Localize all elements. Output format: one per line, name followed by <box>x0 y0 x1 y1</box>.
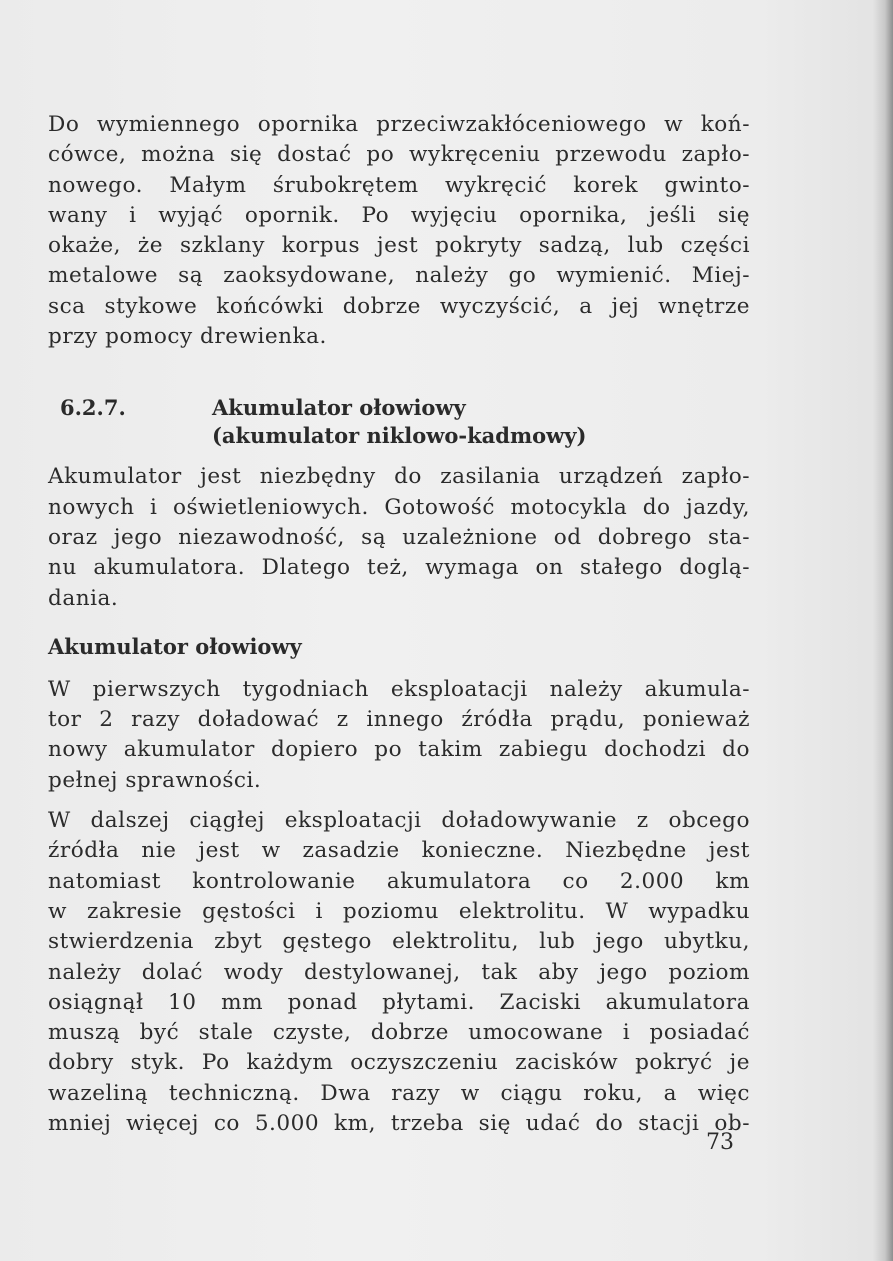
paragraph-maintenance <box>48 806 750 1139</box>
text-line: nu akumulatora. Dlatego też, wymaga on stałego doglą- <box>48 555 750 581</box>
text-line: sca stykowe końcówki dobrze wyczyścić, a jej wnętrze <box>48 293 750 319</box>
text-line: należy dolać wody destylowanej, tak aby jego poziom <box>48 959 750 985</box>
paragraph-akumulator-intro <box>48 462 750 613</box>
text-line: oraz jego niezawodność, są uzależnione od dobrego sta- <box>48 524 750 550</box>
paragraph-opornik <box>48 110 750 352</box>
text-line: natomiast kontrolowanie akumulatora co 2.000 km <box>48 868 750 894</box>
text-line: wany i wyjąć opornik. Po wyjęciu opornika, jeśli się <box>48 202 750 228</box>
text-line: nowy akumulator dopiero po takim zabiegu dochodzi do <box>48 737 750 763</box>
section-titles <box>212 394 586 450</box>
text-line: wazeliną techniczną. Dwa razy w ciągu roku, a więc <box>48 1080 750 1106</box>
text-line: osiągnął 10 mm ponad płytami. Zaciski akumulatora <box>48 989 750 1015</box>
text-line: mniej więcej co 5.000 km, trzeba się udać do stacji ob- <box>48 1111 750 1137</box>
text-line: dania. <box>48 585 119 611</box>
paragraph-first-weeks <box>48 675 750 796</box>
text-line: tor 2 razy doładować z innego źródła prądu, ponieważ <box>48 707 750 733</box>
text-line: Akumulator jest niezbędny do zasilania urządzeń zapło- <box>48 464 750 490</box>
text-line: dobry styk. Po każdym oczyszczeniu zacisków pokryć je <box>48 1050 750 1076</box>
subheading: Akumulator ołowiowy <box>48 633 302 659</box>
page-number: 73 <box>706 1130 734 1155</box>
text-line: muszą być stale czyste, dobrze umocowane i posiadać <box>48 1020 750 1046</box>
text-line: metalowe są zaoksydowane, należy go wymienić. Miej- <box>48 263 750 289</box>
text-line: W pierwszych tygodniach eksploatacji należy akumula- <box>48 676 750 702</box>
text-line: w zakresie gęstości i poziomu elektrolitu. W wypadku <box>48 898 750 924</box>
text-line: pełnej sprawności. <box>48 767 262 793</box>
text-line: źródła nie jest w zasadzie konieczne. Niezbędne jest <box>48 838 750 864</box>
paragraph-gap <box>48 796 750 806</box>
text-line: W dalszej ciągłej eksploatacji doładowywanie z obcego <box>48 808 750 834</box>
section-heading <box>48 394 750 450</box>
text-line: Do wymiennego opornika przeciwzakłóceniowego w koń- <box>48 112 750 137</box>
text-line: przy pomocy drewienka. <box>48 324 327 350</box>
section-title-line-1: Akumulator ołowiowy <box>212 395 466 421</box>
page-edge-shadow <box>873 0 893 1261</box>
text-line: stwierdzenia zbyt gęstego elektrolitu, lub jego ubytku, <box>48 929 750 955</box>
text-line: cówce, można się dostać po wykręceniu przewodu zapło- <box>48 142 750 168</box>
text-line: nowych i oświetleniowych. Gotowość motocykla do jazdy, <box>48 494 750 520</box>
page-content <box>48 110 750 1139</box>
section-number: 6.2.7. <box>60 395 126 421</box>
section-title-line-2: (akumulator niklowo-kadmowy) <box>212 423 587 449</box>
text-line: okaże, że szklany korpus jest pokryty sadzą, lub części <box>48 233 750 259</box>
text-line: nowego. Małym śrubokrętem wykręcić korek gwinto- <box>48 172 750 198</box>
